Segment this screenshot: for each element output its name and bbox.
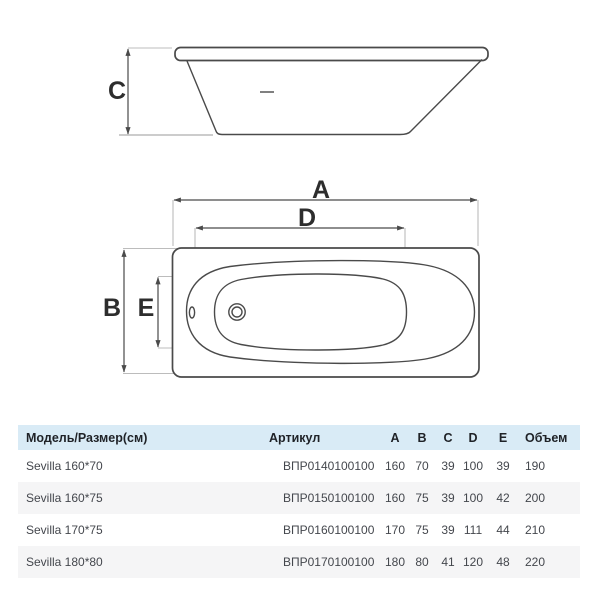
cell-d: 100 [462, 459, 484, 473]
tub-rim-side [175, 48, 488, 61]
cell-b: 80 [408, 546, 436, 578]
cell-b: 75 [415, 523, 429, 537]
side-view [108, 48, 488, 136]
table-row [18, 546, 580, 578]
dim-label-c: C [107, 77, 127, 105]
cell-volume: 200 [520, 482, 580, 514]
cell-article: ВПР0160100100 [283, 523, 375, 537]
table-row [18, 482, 580, 514]
col-header-d: D [460, 425, 486, 450]
cell-model: Sevilla 160*75 [18, 482, 250, 514]
cell-c: 39 [441, 523, 455, 537]
cell-volume: 210 [525, 523, 546, 537]
cell-volume: 220 [520, 546, 580, 578]
cell-model: Sevilla 180*80 [18, 546, 250, 578]
col-header-a: A [382, 425, 408, 450]
dim-label-e: E [137, 294, 155, 322]
col-header-c: C [436, 425, 460, 450]
cell-a: 170 [384, 523, 406, 537]
table-header-row [18, 425, 580, 450]
dim-label-d: D [297, 204, 317, 232]
cell-model: Sevilla 170*75 [26, 523, 103, 537]
dim-label-a: A [311, 176, 331, 204]
dim-label-b: B [102, 294, 122, 322]
cell-a: 160 [384, 459, 406, 473]
cell-e: 39 [496, 459, 510, 473]
cell-article: ВПР0170100100 [250, 546, 382, 578]
table-row [18, 514, 580, 546]
top-view [103, 176, 479, 377]
cell-model: Sevilla 160*70 [26, 459, 103, 473]
cell-a: 160 [382, 482, 408, 514]
cell-e: 44 [496, 523, 510, 537]
cell-c: 39 [441, 459, 455, 473]
size-spec-table [18, 425, 580, 578]
cell-volume: 190 [525, 459, 546, 473]
cell-c: 39 [436, 482, 460, 514]
col-header-model: Модель/Размер(см) [18, 425, 250, 450]
cell-d: 100 [460, 482, 486, 514]
col-header-volume: Объем [520, 425, 580, 450]
table-row [18, 450, 580, 482]
col-header-e: E [486, 425, 520, 450]
cell-c: 41 [436, 546, 460, 578]
col-header-article: Артикул [250, 425, 382, 450]
cell-d: 120 [460, 546, 486, 578]
cell-b: 70 [415, 459, 429, 473]
cell-article: ВПР0150100100 [250, 482, 382, 514]
cell-e: 48 [486, 546, 520, 578]
cell-d: 111 [463, 523, 483, 537]
cell-b: 75 [408, 482, 436, 514]
cell-e: 42 [486, 482, 520, 514]
col-header-b: B [408, 425, 436, 450]
cell-article: ВПР0140100100 [283, 459, 375, 473]
tub-body-side [187, 60, 482, 135]
cell-a: 180 [382, 546, 408, 578]
